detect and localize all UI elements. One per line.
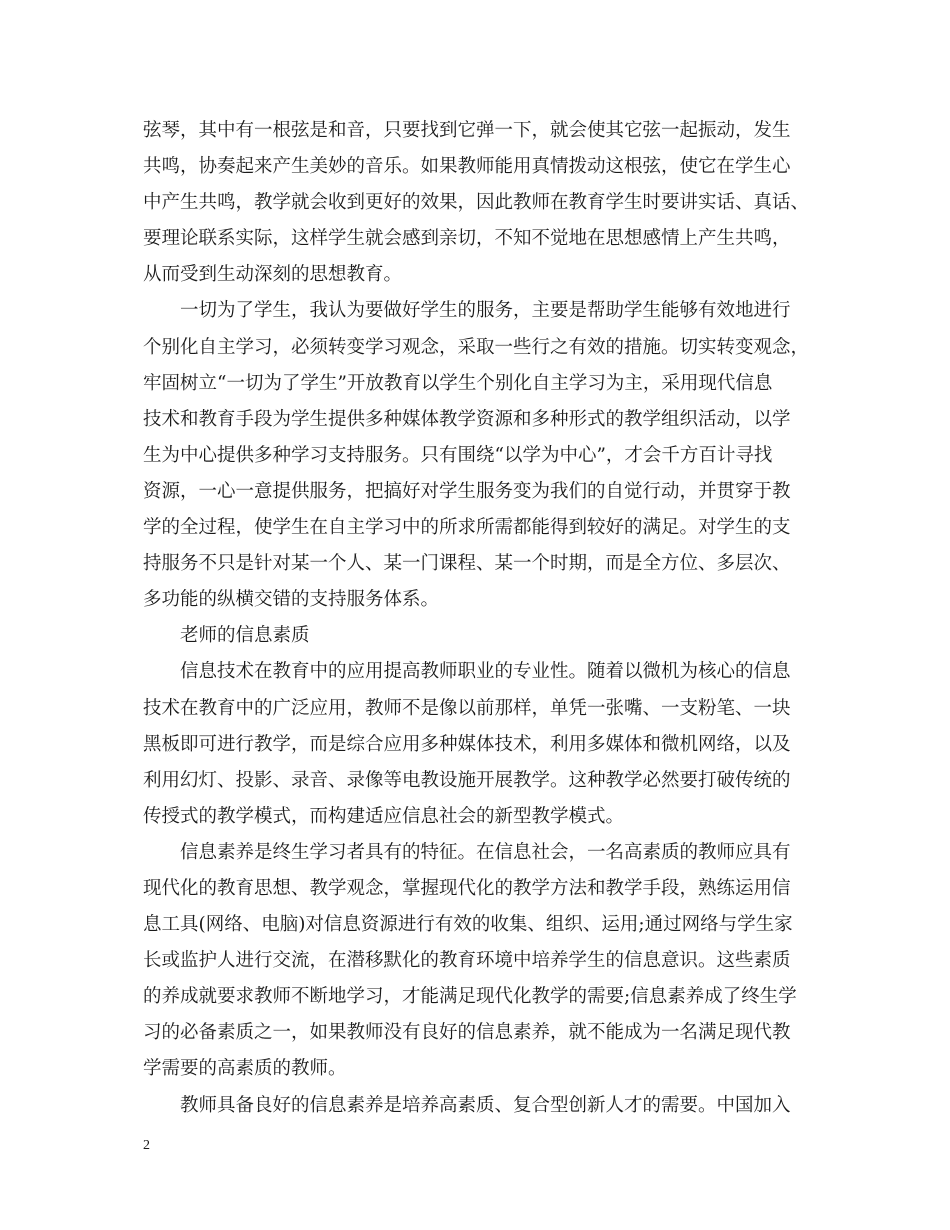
paragraph-first-line: 一切为了学生，我认为要做好学生的服务，主要是帮助学生能够有效地进行 [180, 300, 791, 322]
text-line: 中产生共鸣，教学就会收到更好的效果，因此教师在教育学生时要讲实话、真话、 [143, 192, 810, 214]
text-line: 传授式的教学模式，而构建适应信息社会的新型教学模式。 [143, 805, 625, 827]
text-line: 多功能的纵横交错的支持服务体系。 [143, 589, 440, 611]
text-line: 长或监护人进行交流，在潜移默化的教育环境中培养学生的信息意识。这些素质 [143, 950, 791, 972]
text-line: 个别化自主学习，必须转变学习观念，采取一些行之有效的措施。切实转变观念， [143, 336, 810, 358]
text-line: 牢固树立“一切为了学生”开放教育以学生个别化自主学习为主，采用现代信息 [143, 372, 773, 394]
text-line: 现代化的教育思想、教学观念，掌握现代化的教学方法和教学手段，熟练运用信 [143, 877, 791, 899]
text-line: 学的全过程，使学生在自主学习中的所求所需都能得到较好的满足。对学生的支 [143, 517, 791, 539]
text-line: 利用幻灯、投影、录音、录像等电教设施开展教学。这种教学必然要打破传统的 [143, 769, 791, 791]
text-line: 技术在教育中的广泛应用，教师不是像以前那样，单凭一张嘴、一支粉笔、一块 [143, 697, 791, 719]
text-line: 黑板即可进行教学，而是综合应用多种媒体技术，利用多媒体和微机网络，以及 [143, 733, 791, 755]
text-line: 弦琴，其中有一根弦是和音，只要找到它弹一下，就会使其它弦一起振动，发生 [143, 120, 791, 141]
paragraph-first-line: 教师具备良好的信息素养是培养高素质、复合型创新人才的需要。中国加入 [180, 1094, 791, 1116]
text-line: 学需要的高素质的教师。 [143, 1058, 347, 1080]
text-line: 共鸣，协奏起来产生美妙的音乐。如果教师能用真情拨动这根弦，使它在学生心 [143, 156, 791, 178]
page-number: 2 [143, 1138, 150, 1153]
text-line: 习的必备素质之一，如果教师没有良好的信息素养，就不能成为一名满足现代教 [143, 1022, 791, 1044]
text-line: 持服务不只是针对某一个人、某一门课程、某一个时期，而是全方位、多层次、 [143, 553, 791, 575]
text-line: 从而受到生动深刻的思想教育。 [143, 264, 403, 286]
document-body [143, 113, 823, 1124]
text-line: 资源，一心一意提供服务，把搞好对学生服务变为我们的自觉行动，并贯穿于教 [143, 480, 791, 502]
text-line: 要理论联系实际，这样学生就会感到亲切，不知不觉地在思想感情上产生共鸣， [143, 228, 791, 250]
text-line: 生为中心提供多种学习支持服务。只有围绕“以学为中心”，才会千方百计寻找 [143, 444, 773, 466]
paragraph-first-line: 信息素养是终生学习者具有的特征。在信息社会，一名高素质的教师应具有 [180, 841, 791, 863]
text-line: 技术和教育手段为学生提供多种媒体教学资源和多种形式的教学组织活动，以学 [143, 408, 791, 430]
paragraph-first-line: 老师的信息素质 [180, 625, 310, 647]
text-line: 息工具(网络、电脑)对信息资源进行有效的收集、组织、运用;通过网络与学生家 [143, 914, 793, 936]
text-line: 的养成就要求教师不断地学习，才能满足现代化教学的需要;信息素养成了终生学 [143, 986, 797, 1008]
paragraph-first-line: 信息技术在教育中的应用提高教师职业的专业性。随着以微机为核心的信息 [180, 661, 791, 683]
